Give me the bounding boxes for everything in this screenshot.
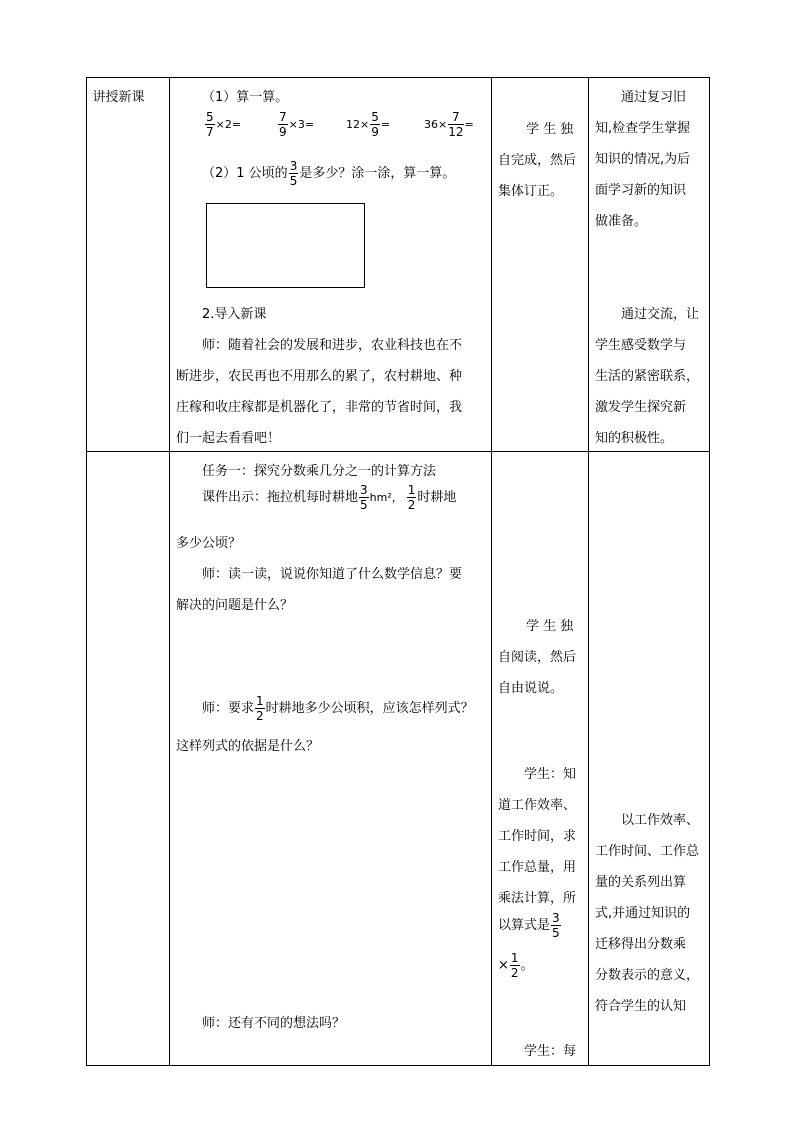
student-line-3: 集体订正。 <box>498 184 564 199</box>
intro-title: 2.导入新课 <box>202 307 267 322</box>
row1-stage-cell <box>87 78 170 452</box>
formula-line-2: × $\frac{1}{2}$ 。 <box>498 951 534 980</box>
lesson-plan-table <box>86 77 710 1066</box>
teacher-line-3: 庄稼和收庄稼都是机器化了，非常的节省时间，我 <box>176 400 463 415</box>
row1-student-cell <box>492 78 589 452</box>
teacher-line-2: 断进步，农民再也不用那么的累了，农村耕地、种 <box>176 369 463 384</box>
task-title: 任务一：探究分数乘几分之一的计算方法 <box>202 464 437 479</box>
question-2: （2）1 公顷的 $\frac{3}{5}$ 是多少？涂一涂，算一算。 <box>202 159 456 188</box>
row2-stage-cell <box>87 89 170 1066</box>
row1-content-cell <box>170 78 492 452</box>
row2-purpose-cell: 以工作效率、 工作时间、工作总 量的关系列出算 式,并通过知识的 迁移得出分数乘 分数表示的意义， 符合学生的认知 <box>589 452 710 1066</box>
formula-line: 以算式是 $\frac{3}{5}$ <box>498 911 560 940</box>
student-line-2: 自完成，然后 <box>498 153 577 168</box>
calc-item-1: $\frac{5}{7}$ ×2= <box>206 110 242 139</box>
calc-title: （1）算一算。 <box>202 90 289 105</box>
calc-item-3: 12× $\frac{5}{9}$ = <box>346 110 391 139</box>
calc-item-4: 36× $\frac{7}{12}$ = <box>424 110 474 139</box>
row2-student-cell: 学 生 独 自阅读，然后 自由说说。 学生：知 道工作效率、 工作时间，求 工作总量，用 乘法计算，所 以算式是 $\frac{3}{5}$ × $\frac{1}{2}$ 。 学生：每 <box>492 452 589 1066</box>
teacher-line-1: 师：随着社会的发展和进步，农业科技也在不 <box>202 338 463 353</box>
ask-line: 师：要求 $\frac{1}{2}$ 时耕地多少公顷积，应该怎样列式？ <box>202 694 474 723</box>
stage-label: 讲授新课 <box>92 89 145 105</box>
student-line-1: 学 生 独 <box>526 122 574 137</box>
teacher-line-4: 们一起去看看吧！ <box>176 431 281 446</box>
other-idea: 师：还有不同的想法吗？ <box>202 1016 346 1031</box>
calc-item-2: $\frac{7}{9}$ ×3= <box>279 110 315 139</box>
row2-content-cell: 任务一：探究分数乘几分之一的计算方法 课件出示：拖拉机每时耕地 $\frac{3}{5}$ hm²， $\frac{1}{2}$ 时耕地 多少公顷？ 师：读一读，说说你知道了什么数学信息？要 解决的问题是什么？ 师：要求 $\frac{1}{2}$ 时耕地多少公顷积，应该怎样列式？ 这样列式的依据是什么？ 师：还有不同的想法吗？ <box>170 452 492 1066</box>
ppt-line: 课件出示：拖拉机每时耕地 $\frac{3}{5}$ hm²， $\frac{1}{2}$ 时耕地 <box>202 483 457 512</box>
row1-purpose-cell: 通过复习旧 知,检查学生掌握 知识的情况,为后 面学习新的知识 做准备。 通过交流，让 学生感受数学与 生活的紧密联系， 激发学生探究新 知的积极性。 <box>589 78 710 452</box>
shading-rectangle <box>206 203 365 288</box>
